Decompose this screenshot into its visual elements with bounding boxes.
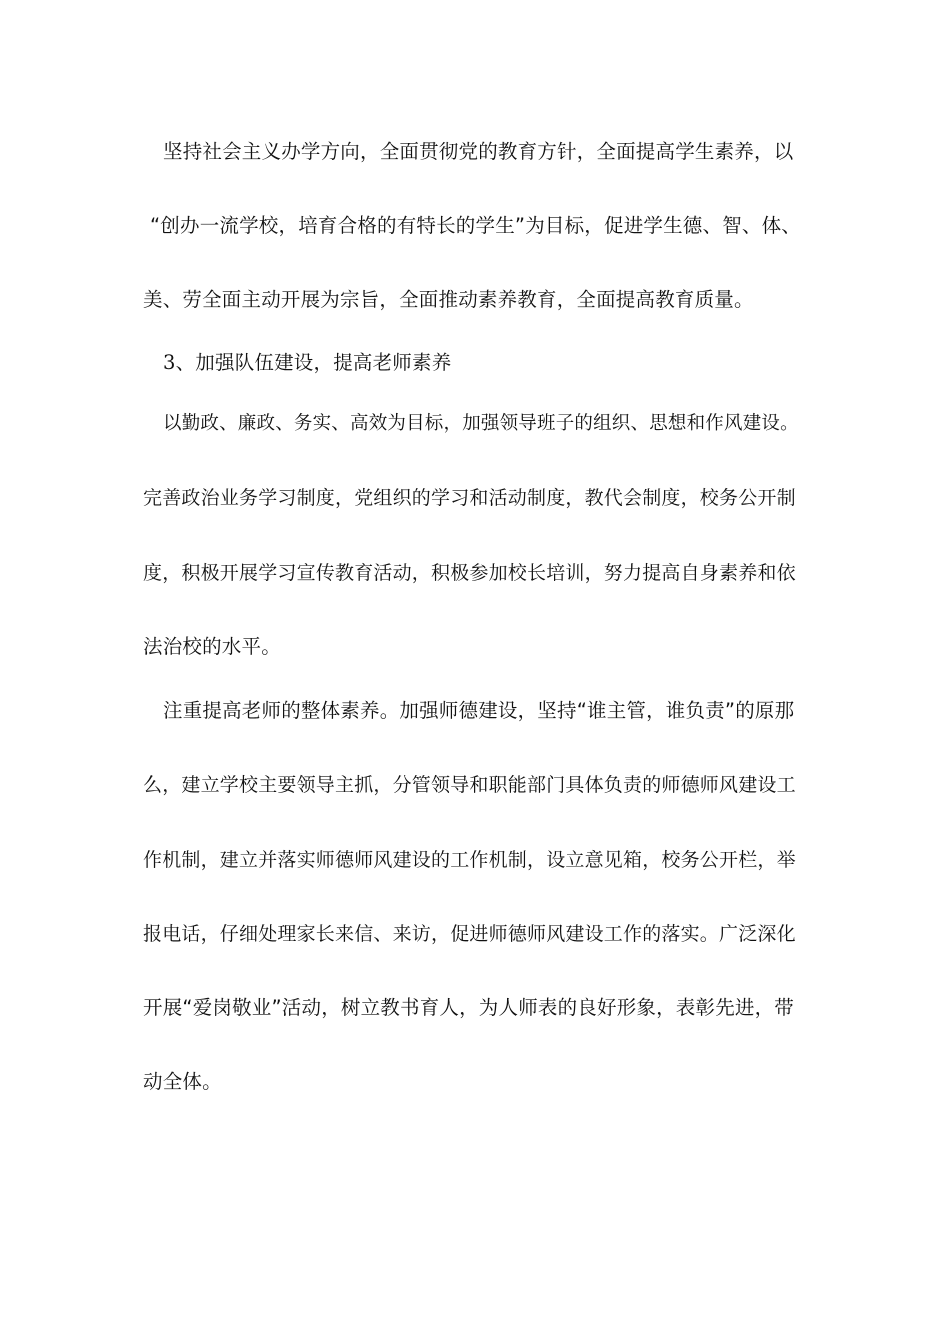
paragraph-3-line-4: 报电话，仔细处理家长来信、来访，促进师德师风建设工作的落实。广泛深化 bbox=[143, 923, 796, 945]
section-heading-text: 、加强队伍建设，提高老师素养 bbox=[175, 351, 452, 374]
paragraph-1-line-3: 美、劳全面主动开展为宗旨，全面推动素养教育，全面提高教育质量。 bbox=[143, 288, 754, 311]
paragraph-1-line-1: 坚持社会主义办学方向，全面贯彻党的教育方针，全面提高学生素养，以 bbox=[163, 140, 794, 163]
paragraph-2-line-4: 法治校的水平。 bbox=[143, 635, 281, 658]
section-heading bbox=[163, 349, 451, 377]
section-heading-number: 3 bbox=[163, 351, 176, 374]
paragraph-2-line-2: 完善政治业务学习制度，党组织的学习和活动制度，教代会制度，校务公开制 bbox=[143, 487, 796, 509]
paragraph-3-line-6: 动全体。 bbox=[143, 1070, 222, 1093]
paragraph-2-line-1: 以勤政、廉政、务实、高效为目标，加强领导班子的组织、思想和作风建设。 bbox=[163, 413, 799, 434]
paragraph-3-line-3: 作机制，建立并落实师德师风建设的工作机制，设立意见箱，校务公开栏，举 bbox=[143, 849, 796, 871]
paragraph-3-line-1: 注重提高老师的整体素养。加强师德建设，坚持“谁主管，谁负责”的原那 bbox=[163, 699, 795, 722]
paragraph-3-line-5: 开展“爱岗敬业”活动，树立教书育人，为人师表的良好形象，表彰先进，带 bbox=[143, 996, 795, 1019]
paragraph-2-line-3: 度，积极开展学习宣传教育活动，积极参加校长培训，努力提高自身素养和依 bbox=[143, 562, 796, 584]
paragraph-3-line-2: 么，建立学校主要领导主抓，分管领导和职能部门具体负责的师德师风建设工 bbox=[143, 774, 796, 796]
paragraph-1-line-2: “创办一流学校，培育合格的有特长的学生”为目标，促进学生德、智、体、 bbox=[150, 214, 802, 237]
